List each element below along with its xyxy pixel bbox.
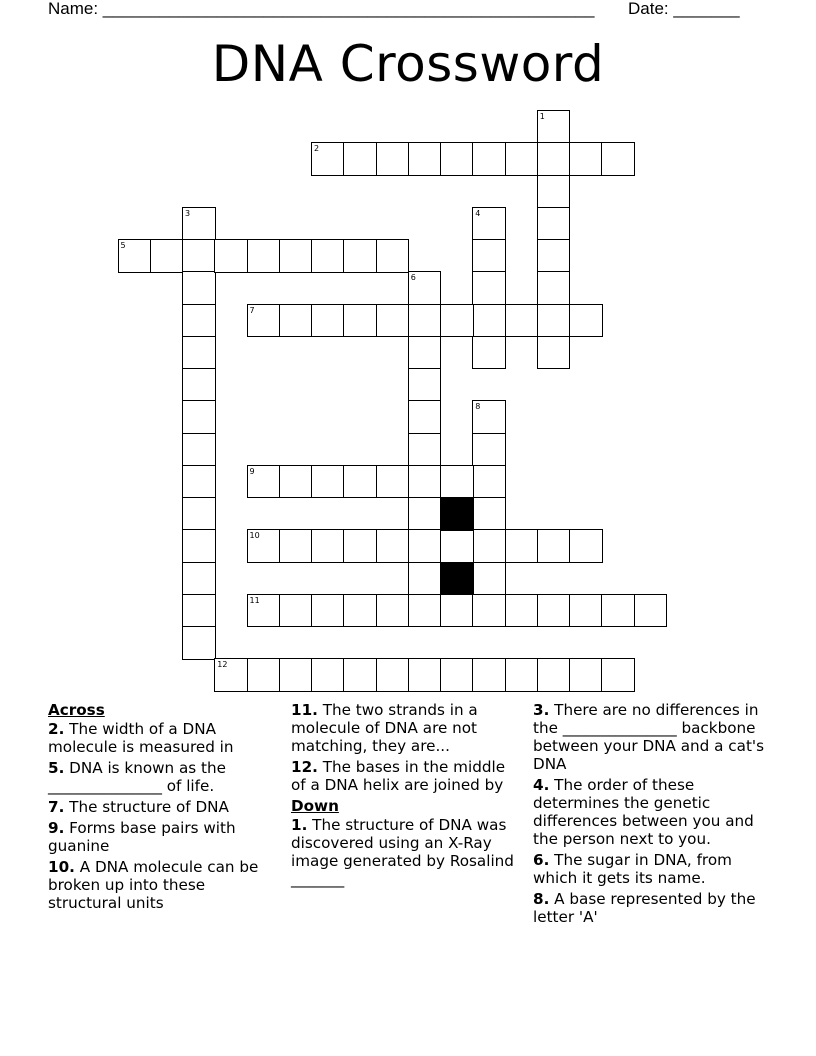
page-title: DNA Crossword [211, 35, 605, 93]
crossword-cell[interactable] [472, 142, 506, 176]
clue-item [291, 816, 523, 888]
crossword-cell[interactable] [247, 594, 281, 628]
crossword-cell[interactable] [440, 304, 474, 338]
crossword-cell[interactable] [505, 142, 539, 176]
crossword-cell[interactable] [472, 433, 506, 467]
crossword-cell[interactable] [279, 465, 313, 499]
cell-number: 2 [314, 144, 320, 154]
crossword-cell[interactable] [472, 336, 506, 370]
clue-number: 9. [48, 819, 65, 837]
clue-column-3 [533, 701, 765, 929]
crossword-cell[interactable] [408, 142, 442, 176]
crossword-cell[interactable] [408, 368, 442, 402]
crossword-cell[interactable] [343, 594, 377, 628]
crossword-cell[interactable] [408, 529, 442, 563]
crossword-cell[interactable] [472, 207, 506, 241]
crossword-cell[interactable] [569, 529, 603, 563]
clue-number: 3. [533, 701, 550, 719]
crossword-cell[interactable] [247, 239, 281, 273]
crossword-cell[interactable] [182, 529, 216, 563]
crossword-cell[interactable] [408, 562, 442, 596]
crossword-cell[interactable] [601, 658, 635, 692]
clue-text: A DNA molecule can be broken up into these structural units [48, 858, 259, 912]
crossword-cell[interactable] [311, 529, 345, 563]
crossword-cell[interactable] [505, 304, 539, 338]
crossword-cell[interactable] [182, 400, 216, 434]
black-cell [440, 562, 474, 596]
crossword-cell[interactable] [182, 626, 216, 660]
crossword-cell[interactable] [537, 594, 571, 628]
clue-text: The bases in the middle of a DNA helix are joined by [291, 758, 506, 794]
clue-column-1 [48, 701, 280, 915]
clue-item [533, 851, 765, 887]
crossword-cell[interactable] [472, 562, 506, 596]
clue-item [533, 890, 765, 926]
crossword-cell[interactable] [408, 433, 442, 467]
crossword-cell[interactable] [537, 142, 571, 176]
crossword-cell[interactable] [472, 271, 506, 305]
crossword-cell[interactable] [118, 239, 152, 273]
crossword-cell[interactable] [376, 465, 410, 499]
crossword-cell[interactable] [279, 594, 313, 628]
crossword-cell[interactable] [472, 594, 506, 628]
cell-number: 10 [249, 531, 260, 541]
crossword-cell[interactable] [537, 336, 571, 370]
crossword-cell[interactable] [343, 658, 377, 692]
clue-number: 6. [533, 851, 550, 869]
crossword-cell[interactable] [472, 497, 506, 531]
crossword-cell[interactable] [569, 594, 603, 628]
clue-text: There are no differences in the _______________ backbone between your DNA and a cat's DNA [533, 701, 764, 773]
clue-item [291, 701, 523, 755]
crossword-cell[interactable] [408, 497, 442, 531]
crossword-cell[interactable] [376, 529, 410, 563]
name-field-label: Name: ____________________________________________________ [48, 0, 595, 18]
crossword-cell[interactable] [569, 658, 603, 692]
clue-text: DNA is known as the _______________ of life. [48, 759, 226, 795]
crossword-cell[interactable] [537, 110, 571, 144]
clue-number: 7. [48, 798, 65, 816]
clue-number: 8. [533, 890, 550, 908]
crossword-cell[interactable] [279, 529, 313, 563]
cell-number: 11 [249, 595, 260, 605]
crossword-cell[interactable] [505, 529, 539, 563]
clue-text: A base represented by the letter 'A' [533, 890, 756, 926]
down-heading: Down [291, 797, 339, 815]
crossword-cell[interactable] [537, 207, 571, 241]
date-field-label: Date: _______ [628, 0, 740, 18]
crossword-cell[interactable] [343, 465, 377, 499]
clue-text: The width of a DNA molecule is measured in [48, 720, 234, 756]
clue-item [48, 858, 280, 912]
crossword-cell[interactable] [601, 142, 635, 176]
crossword-cell[interactable] [472, 529, 506, 563]
cell-number: 3 [185, 208, 191, 218]
clue-number: 10. [48, 858, 75, 876]
crossword-cell[interactable] [343, 304, 377, 338]
crossword-cell[interactable] [408, 400, 442, 434]
cell-number: 1 [539, 112, 545, 121]
clue-number: 11. [291, 701, 318, 719]
crossword-cell[interactable] [601, 594, 635, 628]
black-cell [440, 497, 474, 531]
crossword-cell[interactable] [537, 304, 571, 338]
crossword-cell[interactable] [472, 400, 506, 434]
clue-item [48, 798, 280, 816]
clue-number: 12. [291, 758, 318, 776]
crossword-cell[interactable] [537, 658, 571, 692]
across-heading: Across [48, 701, 105, 719]
crossword-cell[interactable] [408, 594, 442, 628]
clue-number: 5. [48, 759, 65, 777]
crossword-cell[interactable] [182, 207, 216, 241]
crossword-cell[interactable] [182, 594, 216, 628]
crossword-cell[interactable] [279, 658, 313, 692]
crossword-cell[interactable] [182, 433, 216, 467]
crossword-cell[interactable] [505, 594, 539, 628]
clue-number: 2. [48, 720, 65, 738]
clue-number: 4. [533, 776, 550, 794]
crossword-cell[interactable] [311, 594, 345, 628]
crossword-cell[interactable] [247, 658, 281, 692]
crossword-cell[interactable] [214, 658, 248, 692]
crossword-cell[interactable] [182, 497, 216, 531]
crossword-cell[interactable] [440, 594, 474, 628]
crossword-cell[interactable] [408, 271, 442, 305]
crossword-cell[interactable] [472, 465, 506, 499]
clue-item [533, 776, 765, 848]
clue-text: Forms base pairs with guanine [48, 819, 236, 855]
crossword-cell[interactable] [279, 239, 313, 273]
crossword-cell[interactable] [376, 239, 410, 273]
crossword-cell[interactable] [150, 239, 184, 273]
crossword-cell[interactable] [279, 304, 313, 338]
crossword-cell[interactable] [343, 239, 377, 273]
clue-item [291, 758, 523, 794]
crossword-cell[interactable] [311, 658, 345, 692]
crossword-cell[interactable] [505, 658, 539, 692]
crossword-cell[interactable] [569, 304, 603, 338]
cell-number: 7 [249, 305, 255, 315]
cell-number: 12 [217, 660, 228, 670]
clue-column-2 [291, 701, 523, 891]
crossword-cell[interactable] [376, 658, 410, 692]
crossword-cell[interactable] [376, 142, 410, 176]
crossword-cell[interactable] [182, 336, 216, 370]
clue-text: The sugar in DNA, from which it gets its name. [533, 851, 732, 887]
crossword-cell[interactable] [182, 271, 216, 305]
cell-number: 4 [475, 208, 481, 218]
clue-item [48, 759, 280, 795]
crossword-cell[interactable] [408, 336, 442, 370]
crossword-cell[interactable] [343, 142, 377, 176]
crossword-cell[interactable] [537, 529, 571, 563]
crossword-cell[interactable] [440, 142, 474, 176]
crossword-cell[interactable] [247, 529, 281, 563]
crossword-cell[interactable] [182, 465, 216, 499]
clue-text: The two strands in a molecule of DNA are not matching, they are... [291, 701, 478, 755]
clue-item [533, 701, 765, 773]
clue-text: The structure of DNA was discovered using an X-Ray image generated by Rosalind _______ [291, 816, 514, 888]
crossword-cell[interactable] [182, 562, 216, 596]
crossword-cell[interactable] [472, 239, 506, 273]
clue-text: The structure of DNA [64, 798, 229, 816]
crossword-cell[interactable] [440, 465, 474, 499]
cell-number: 5 [120, 241, 126, 250]
crossword-cell[interactable] [247, 465, 281, 499]
clue-item [48, 720, 280, 756]
crossword-cell[interactable] [182, 304, 216, 338]
crossword-cell[interactable] [214, 239, 248, 273]
crossword-cell[interactable] [311, 142, 345, 176]
crossword-cell[interactable] [408, 658, 442, 692]
crossword-cell[interactable] [408, 465, 442, 499]
crossword-cell[interactable] [472, 658, 506, 692]
clue-item [48, 819, 280, 855]
crossword-cell[interactable] [472, 304, 506, 338]
clue-text: The order of these determines the genetic differences between you and the person next to you. [533, 776, 754, 848]
cell-number: 9 [249, 466, 255, 476]
crossword-cell[interactable] [440, 529, 474, 563]
crossword-cell[interactable] [376, 594, 410, 628]
crossword-cell[interactable] [311, 239, 345, 273]
crossword-cell[interactable] [537, 271, 571, 305]
crossword-cell[interactable] [537, 239, 571, 273]
cell-number: 8 [475, 402, 481, 412]
crossword-cell[interactable] [408, 304, 442, 338]
crossword-cell[interactable] [247, 304, 281, 338]
crossword-cell[interactable] [537, 175, 571, 209]
crossword-cell[interactable] [343, 529, 377, 563]
clue-number: 1. [291, 816, 308, 834]
crossword-cell[interactable] [440, 658, 474, 692]
crossword-cell[interactable] [634, 594, 668, 628]
crossword-cell[interactable] [182, 239, 216, 273]
crossword-cell[interactable] [311, 465, 345, 499]
crossword-cell[interactable] [376, 304, 410, 338]
cell-number: 6 [410, 273, 416, 283]
crossword-cell[interactable] [311, 304, 345, 338]
crossword-cell[interactable] [182, 368, 216, 402]
crossword-cell[interactable] [569, 142, 603, 176]
